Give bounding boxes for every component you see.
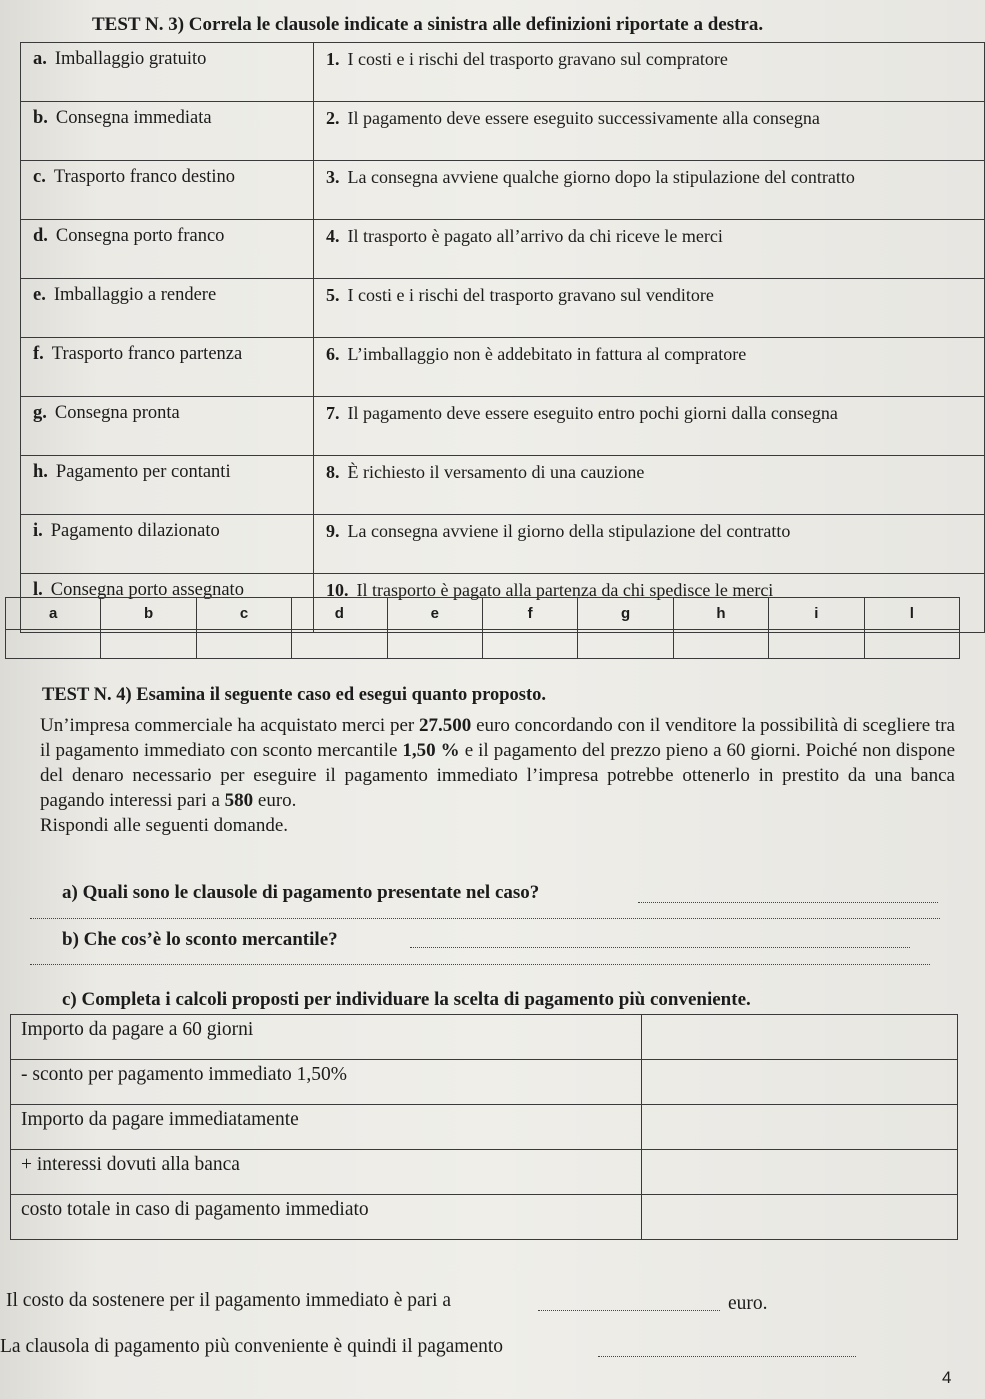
clause-cell bbox=[21, 397, 314, 456]
definition-cell bbox=[314, 43, 985, 102]
definition-number: 7. bbox=[326, 403, 340, 423]
clause-key: a. bbox=[33, 49, 47, 69]
answer-grid-cell[interactable] bbox=[6, 630, 101, 659]
calc-label: + interessi dovuti alla banca bbox=[11, 1150, 642, 1195]
definition-number: 8. bbox=[326, 462, 340, 482]
clause-cell bbox=[21, 338, 314, 397]
calc-value-cell[interactable] bbox=[642, 1150, 958, 1195]
answer-line-a2[interactable] bbox=[30, 918, 940, 919]
answer-line-a[interactable] bbox=[638, 902, 938, 903]
matching-row bbox=[21, 515, 985, 574]
answer-grid-cell[interactable] bbox=[101, 630, 196, 659]
matching-row bbox=[21, 456, 985, 515]
cost-answer-line[interactable] bbox=[538, 1310, 720, 1311]
calc-row bbox=[11, 1150, 958, 1195]
clause-cell bbox=[21, 102, 314, 161]
calc-row bbox=[11, 1060, 958, 1105]
clause-cell bbox=[21, 515, 314, 574]
calc-label: costo totale in caso di pagamento immediato bbox=[11, 1195, 642, 1240]
definition-number: 4. bbox=[326, 226, 340, 246]
answer-grid-cell[interactable] bbox=[482, 630, 577, 659]
calc-row bbox=[11, 1105, 958, 1150]
clause-cell bbox=[21, 279, 314, 338]
clause-text: Pagamento per contanti bbox=[55, 462, 231, 482]
definition-text: I costi e i rischi del trasporto gravano sul venditore bbox=[347, 285, 714, 305]
answer-grid-cell[interactable] bbox=[673, 630, 768, 659]
clause-key: g. bbox=[33, 403, 47, 423]
definition-number: 10. bbox=[326, 580, 349, 600]
clause-key: d. bbox=[33, 226, 48, 246]
clause-cell bbox=[21, 161, 314, 220]
clause-cell bbox=[21, 43, 314, 102]
cost-unit: euro. bbox=[728, 1293, 768, 1314]
amount-value: 27.500 bbox=[419, 715, 472, 736]
para-part: Un’impresa commerciale ha acquistato merci per bbox=[40, 715, 420, 736]
test3-title: TEST N. 3) Correla le clausole indicate a sinistra alle definizioni riportate a destra. bbox=[92, 14, 764, 35]
definition-cell bbox=[314, 515, 985, 574]
matching-row bbox=[21, 102, 985, 161]
para-part: euro. bbox=[253, 790, 297, 811]
instruction: Rispondi alle seguenti domande. bbox=[40, 815, 289, 836]
discount-value: 1,50 % bbox=[402, 740, 460, 761]
definition-text: La consegna avviene il giorno della stipulazione del contratto bbox=[347, 521, 791, 541]
answer-grid-header: d bbox=[292, 598, 387, 630]
calc-value-cell[interactable] bbox=[642, 1060, 958, 1105]
calc-value-cell[interactable] bbox=[642, 1015, 958, 1060]
clause-text: Imballaggio gratuito bbox=[54, 49, 207, 69]
calc-value-cell[interactable] bbox=[642, 1105, 958, 1150]
clause-cell bbox=[21, 456, 314, 515]
answer-line-b[interactable] bbox=[410, 947, 910, 948]
definition-text: Il pagamento deve essere eseguito successivamente alla consegna bbox=[347, 108, 820, 128]
answer-grid-header: c bbox=[196, 598, 291, 630]
clause-key: h. bbox=[33, 462, 48, 482]
question-a: a) Quali sono le clausole di pagamento presentate nel caso? bbox=[62, 882, 540, 903]
clause-cell bbox=[21, 220, 314, 279]
clause-text: Consegna pronta bbox=[54, 403, 180, 423]
answer-grid bbox=[5, 597, 960, 659]
answer-grid-cell[interactable] bbox=[769, 630, 864, 659]
calc-row bbox=[11, 1015, 958, 1060]
definition-text: Il trasporto è pagato all’arrivo da chi riceve le merci bbox=[347, 226, 723, 246]
answer-grid-header: h bbox=[673, 598, 768, 630]
answer-grid-cell[interactable] bbox=[578, 630, 673, 659]
definition-text: È richiesto il versamento di una cauzione bbox=[347, 462, 645, 482]
calculation-table bbox=[10, 1014, 958, 1240]
definition-cell bbox=[314, 279, 985, 338]
clause-key: i. bbox=[33, 521, 43, 541]
clause-text: Pagamento dilazionato bbox=[50, 521, 220, 541]
answer-grid-cell[interactable] bbox=[292, 630, 387, 659]
clause-text: Consegna porto franco bbox=[55, 226, 225, 246]
calc-label: - sconto per pagamento immediato 1,50% bbox=[11, 1060, 642, 1105]
answer-grid-cell[interactable] bbox=[864, 630, 959, 659]
clause-key: e. bbox=[33, 285, 46, 305]
definition-number: 5. bbox=[326, 285, 340, 305]
question-b: b) Che cos’è lo sconto mercantile? bbox=[62, 929, 338, 950]
answer-line-b2[interactable] bbox=[30, 964, 930, 965]
conclusion-answer-line[interactable] bbox=[598, 1356, 856, 1357]
definition-number: 3. bbox=[326, 167, 340, 187]
matching-row bbox=[21, 397, 985, 456]
calc-label: Importo da pagare immediatamente bbox=[11, 1105, 642, 1150]
answer-grid-header: g bbox=[578, 598, 673, 630]
definition-number: 6. bbox=[326, 344, 340, 364]
definition-text: L’imballaggio non è addebitato in fattura al compratore bbox=[347, 344, 747, 364]
answer-grid-header: a bbox=[6, 598, 101, 630]
page-number: 4 bbox=[942, 1368, 952, 1387]
matching-row bbox=[21, 161, 985, 220]
definition-cell bbox=[314, 102, 985, 161]
clause-key: c. bbox=[33, 167, 46, 187]
definition-cell bbox=[314, 161, 985, 220]
definition-text: Il trasporto è pagato alla partenza da chi spedisce le merci bbox=[356, 580, 774, 600]
matching-row bbox=[21, 279, 985, 338]
answer-grid-header: b bbox=[101, 598, 196, 630]
calc-row bbox=[11, 1195, 958, 1240]
matching-row bbox=[21, 220, 985, 279]
clause-text: Imballaggio a rendere bbox=[53, 285, 217, 305]
case-paragraph bbox=[40, 713, 955, 838]
interest-value: 580 bbox=[224, 790, 254, 811]
answer-grid-header: e bbox=[387, 598, 482, 630]
clause-text: Consegna immediata bbox=[55, 108, 212, 128]
definition-text: La consegna avviene qualche giorno dopo la stipulazione del contratto bbox=[347, 167, 855, 187]
answer-grid-cell[interactable] bbox=[196, 630, 291, 659]
definition-cell bbox=[314, 338, 985, 397]
clause-key: b. bbox=[33, 108, 48, 128]
definition-text: Il pagamento deve essere eseguito entro pochi giorni dalla consegna bbox=[347, 403, 838, 423]
calc-label: Importo da pagare a 60 giorni bbox=[11, 1015, 642, 1060]
para-part: e il pagamento del prezzo pieno a 60 giorni. Poiché non dispone del denaro necessario per eseguire il pagamento immediato l’impresa potrebbe ottenerlo in prestito da una banca pagando interessi pari a bbox=[40, 740, 956, 811]
clause-key: f. bbox=[33, 344, 44, 364]
clause-text: Consegna porto assegnato bbox=[50, 580, 244, 600]
question-c: c) Completa i calcoli proposti per individuare la scelta di pagamento più conveniente. bbox=[62, 989, 751, 1010]
answer-grid-header: l bbox=[864, 598, 959, 630]
answer-grid-header: f bbox=[482, 598, 577, 630]
para-part: euro concordando con il venditore la possibilità di scegliere tra il pagamento immediato con sconto mercantile bbox=[40, 715, 955, 761]
definition-cell bbox=[314, 220, 985, 279]
definition-text: I costi e i rischi del trasporto gravano sul compratore bbox=[347, 49, 728, 69]
clause-key: l. bbox=[33, 580, 43, 600]
calc-value-cell[interactable] bbox=[642, 1195, 958, 1240]
test4-title: TEST N. 4) Esamina il seguente caso ed esegui quanto proposto. bbox=[42, 685, 547, 705]
clause-text: Trasporto franco partenza bbox=[51, 344, 243, 364]
definition-number: 2. bbox=[326, 108, 340, 128]
matching-row bbox=[21, 43, 985, 102]
matching-table bbox=[20, 42, 985, 633]
definition-number: 9. bbox=[326, 521, 340, 541]
answer-grid-header: i bbox=[769, 598, 864, 630]
conclusion-sentence: La clausola di pagamento più conveniente è quindi il pagamento bbox=[0, 1336, 504, 1357]
definition-cell bbox=[314, 456, 985, 515]
definition-number: 1. bbox=[326, 49, 340, 69]
cost-sentence: Il costo da sostenere per il pagamento immediato è pari a bbox=[6, 1290, 452, 1311]
definition-cell bbox=[314, 397, 985, 456]
clause-text: Trasporto franco destino bbox=[53, 167, 236, 187]
matching-row bbox=[21, 338, 985, 397]
answer-grid-cell[interactable] bbox=[387, 630, 482, 659]
